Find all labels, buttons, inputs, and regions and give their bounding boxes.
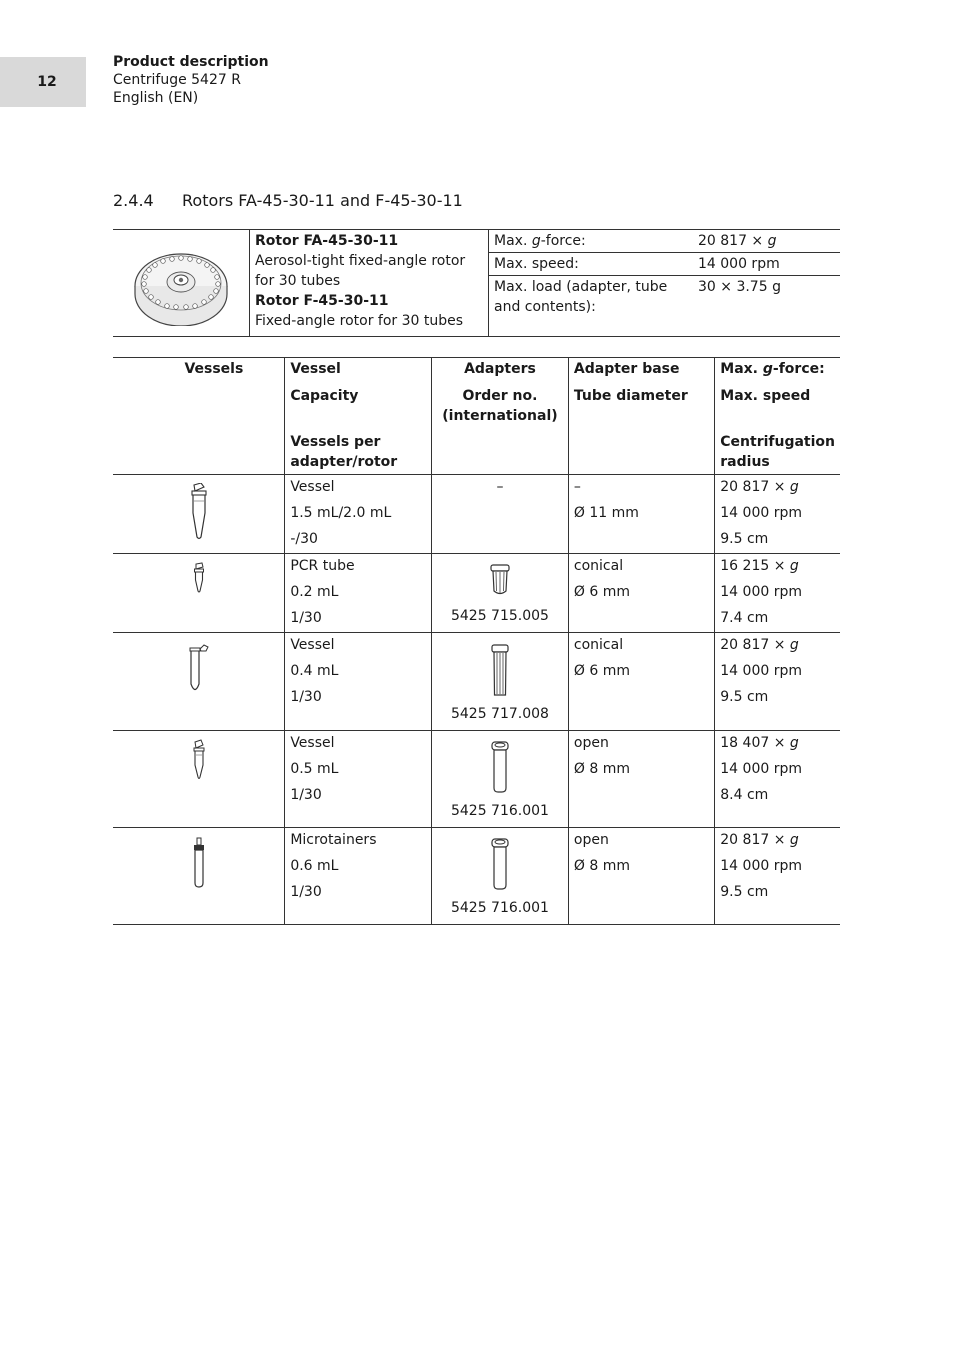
section-title-text: Rotors FA-45-30-11 and F-45-30-11 [182, 191, 463, 210]
spec-row-gforce [489, 230, 840, 253]
rotor-specs-cell [489, 230, 841, 337]
rotor-icon [133, 236, 229, 326]
vessel-info-cell: Vessel 1.5 mL/2.0 mL -/30 [285, 475, 432, 554]
adapter-base-cell: open Ø 8 mm [568, 731, 714, 828]
header-vessels: Vessels [113, 358, 285, 475]
header-language: English (EN) [113, 90, 199, 106]
vessel-image-cell [113, 828, 285, 925]
order-number: – [496, 479, 504, 495]
rotor-desc-1: Aerosol-tight fixed-angle rotor for 30 tubes [255, 253, 466, 289]
rotor-name-2: Rotor F-45-30-11 [255, 293, 389, 309]
table-row [113, 475, 840, 554]
table-row [113, 828, 840, 925]
table-row [113, 554, 840, 633]
rotor-description-cell [250, 230, 489, 337]
tube-0.4ml-icon [188, 642, 210, 696]
rotor-image-cell [113, 230, 250, 337]
page-number: 12 [37, 74, 57, 90]
vessel-info-cell: Vessel 0.5 mL 1/30 [285, 731, 432, 828]
rotor-table [113, 229, 840, 337]
performance-cell: 16 215 × g 14 000 rpm 7.4 cm [715, 554, 840, 633]
adapter-cell [432, 554, 569, 633]
tube-1.5ml-icon [189, 483, 209, 541]
adapter-cell [432, 475, 569, 554]
spec-value: 30 × 3.75 g [698, 279, 781, 295]
performance-cell: 20 817 × g 14 000 rpm 9.5 cm [715, 828, 840, 925]
performance-cell: 18 407 × g 14 000 rpm 8.4 cm [715, 731, 840, 828]
adapter-short-icon [489, 563, 511, 597]
adapter-base-cell: conical Ø 6 mm [568, 554, 714, 633]
vessel-info-cell: Microtainers 0.6 mL 1/30 [285, 828, 432, 925]
table-row [113, 633, 840, 731]
header-adapter-base-col: Adapter base Tube diameter [568, 358, 714, 475]
adapter-base-cell: – Ø 11 mm [568, 475, 714, 554]
order-number: 5425 717.008 [450, 706, 549, 722]
header-title: Product description [113, 54, 269, 70]
spec-row-speed [489, 253, 840, 276]
table-row [113, 731, 840, 828]
table-header-row [113, 358, 840, 475]
performance-cell: 20 817 × g 14 000 rpm 9.5 cm [715, 633, 840, 731]
spec-label: Max. g-force: [494, 233, 586, 249]
header-model: Centrifuge 5427 R [113, 72, 241, 88]
spec-row-load [489, 276, 840, 318]
vessel-info-cell: Vessel 0.4 mL 1/30 [285, 633, 432, 731]
microtainer-icon [192, 837, 206, 889]
spec-label: Max. load (adapter, tube and contents): [494, 279, 668, 315]
rotor-name-1: Rotor FA-45-30-11 [255, 233, 399, 249]
adapter-open-icon [490, 837, 510, 891]
header-performance-col: Max. g-force: Max. speed Centrifugation radius [715, 358, 840, 475]
spec-value: 20 817 × g [698, 233, 777, 249]
adapter-long-icon [490, 643, 510, 699]
section-heading [113, 191, 463, 210]
running-header [113, 53, 269, 107]
adapter-open-icon [490, 740, 510, 794]
vessel-table [113, 357, 840, 925]
vessel-info-cell: PCR tube 0.2 mL 1/30 [285, 554, 432, 633]
rotor-desc-2: Fixed-angle rotor for 30 tubes [255, 313, 464, 329]
vessel-image-cell [113, 554, 285, 633]
page-number-tab [0, 57, 86, 107]
order-number: 5425 716.001 [450, 803, 549, 819]
adapter-base-cell: conical Ø 6 mm [568, 633, 714, 731]
order-number: 5425 716.001 [450, 900, 549, 916]
performance-cell: 20 817 × g 14 000 rpm 9.5 cm [715, 475, 840, 554]
tube-0.5ml-icon [191, 739, 207, 781]
pcr-tube-icon [192, 562, 206, 594]
vessel-image-cell [113, 731, 285, 828]
vessel-image-cell [113, 633, 285, 731]
spec-label: Max. speed: [494, 256, 579, 272]
spec-value: 14 000 rpm [698, 256, 780, 272]
order-number: 5425 715.005 [450, 608, 549, 624]
adapter-base-cell: open Ø 8 mm [568, 828, 714, 925]
section-number: 2.4.4 [113, 191, 154, 210]
adapter-cell [432, 731, 569, 828]
adapter-cell [432, 633, 569, 731]
adapter-cell [432, 828, 569, 925]
header-vessel-col: Vessel Capacity Vessels per adapter/rotor [285, 358, 432, 475]
header-adapters-col: Adapters Order no. (international) [432, 358, 569, 475]
vessel-image-cell [113, 475, 285, 554]
